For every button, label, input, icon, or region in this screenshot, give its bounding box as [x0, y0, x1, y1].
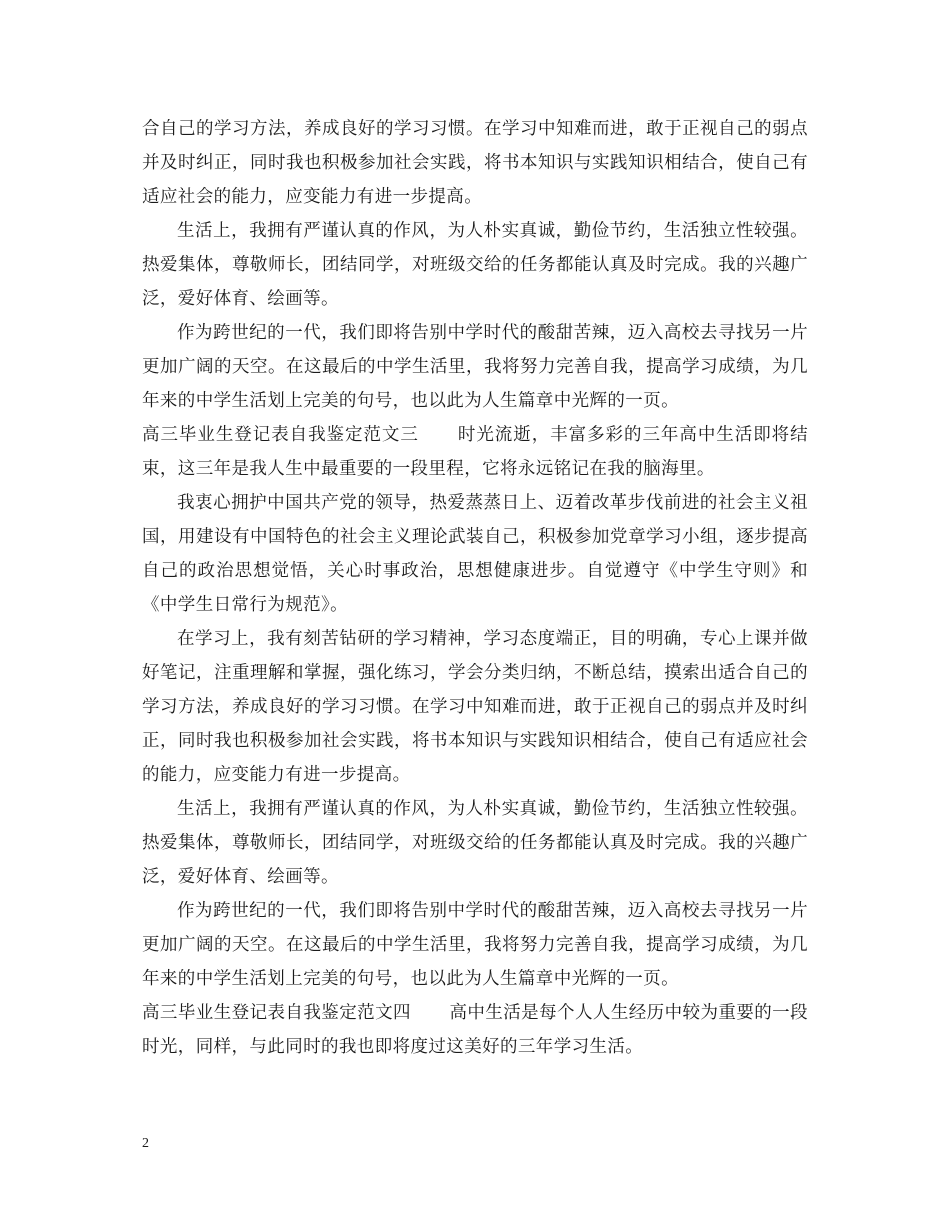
- paragraph-1: 合自己的学习方法，养成良好的学习习惯。在学习中知难而进，敢于正视自己的弱点并及时纠正，同时我也积极参加社会实践，将书本知识与实践知识相结合，使自己有适应社会的能力，应变能力有进一步提高。: [142, 119, 808, 207]
- paragraph-8: 作为跨世纪的一代，我们即将告别中学时代的酸甜苦辣，迈入高校去寻找另一片更加广阔的天空。在这最后的中学生活里，我将努力完善自我，提高学习成绩，为几年来的中学生活划上完美的句号，也以此为人生篇章中光辉的一页。: [142, 901, 808, 989]
- section-heading-3: 高三毕业生登记表自我鉴定范文三: [142, 425, 419, 445]
- paragraph-7: 生活上，我拥有严谨认真的作风，为人朴实真诚，勤俭节约，生活独立性较强。热爱集体，尊敬师长，团结同学，对班级交给的任务都能认真及时完成。我的兴趣广泛，爱好体育、绘画等。: [142, 799, 808, 887]
- paragraph-4: [142, 418, 808, 486]
- document-body: [142, 112, 808, 1064]
- section-4-lead-text: 高中生活是每个人人生经历中较为重要的一段时光，同样，与此同时的我也即将度过这美好的三年学习生活。: [142, 1003, 809, 1057]
- paragraph-2: 生活上，我拥有严谨认真的作风，为人朴实真诚，勤俭节约，生活独立性较强。热爱集体，尊敬师长，团结同学，对班级交给的任务都能认真及时完成。我的兴趣广泛，爱好体育、绘画等。: [142, 221, 808, 309]
- paragraph-3: 作为跨世纪的一代，我们即将告别中学时代的酸甜苦辣，迈入高校去寻找另一片更加广阔的天空。在这最后的中学生活里，我将努力完善自我，提高学习成绩，为几年来的中学生活划上完美的句号，也以此为人生篇章中光辉的一页。: [142, 323, 808, 411]
- paragraph-9: [142, 996, 808, 1064]
- section-heading-4: 高三毕业生登记表自我鉴定范文四: [142, 1003, 411, 1023]
- paragraph-5: 我衷心拥护中国共产党的领导，热爱蒸蒸日上、迈着改革步伐前进的社会主义祖国，用建设有中国特色的社会主义理论武装自己，积极参加党章学习小组，逐步提高自己的政治思想觉悟，关心时事政治，思想健康进步。自觉遵守《中学生守则》和《中学生日常行为规范》。: [142, 493, 808, 615]
- paragraph-6: 在学习上，我有刻苦钻研的学习精神，学习态度端正，目的明确，专心上课并做好笔记，注重理解和掌握，强化练习，学会分类归纳，不断总结，摸索出适合自己的学习方法，养成良好的学习习惯。在学习中知难而进，敢于正视自己的弱点并及时纠正，同时我也积极参加社会实践，将书本知识与实践知识相结合，使自己有适应社会的能力，应变能力有进一步提高。: [142, 629, 808, 785]
- page-number: 2: [142, 1136, 149, 1151]
- section-3-lead-text: 时光流逝，丰富多彩的三年高中生活即将结束，这三年是我人生中最重要的一段里程，它将永远铭记在我的脑海里。: [142, 425, 808, 479]
